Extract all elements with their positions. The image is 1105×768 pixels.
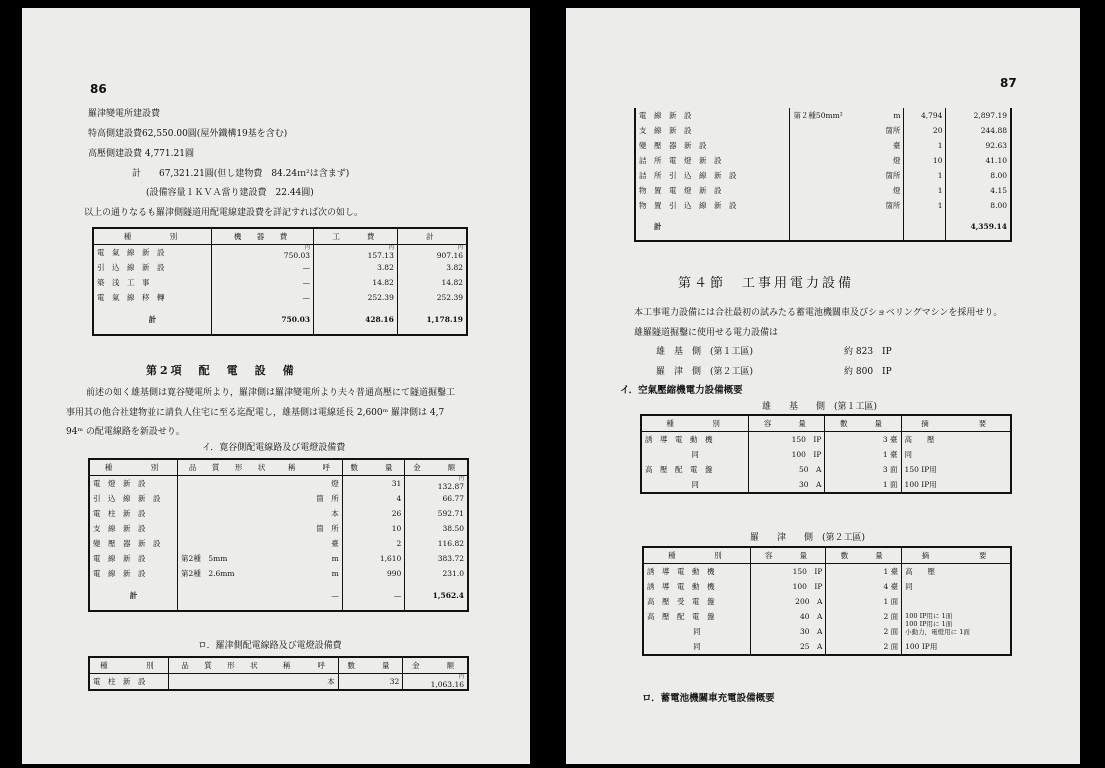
table-cell: 252.39 — [397, 290, 467, 305]
table-cell: 電 柱 新 設 — [93, 509, 146, 518]
table-cell: 支 線 新 設 — [639, 126, 692, 135]
note-line: 100 IP用に 1面 — [905, 620, 953, 628]
table-cell: 電 線 新 設 — [93, 554, 146, 563]
table-cell: 第2種 2.6mm — [178, 566, 281, 581]
table-cell: 誘 導 電 動 機 — [647, 582, 715, 591]
capacity-value: 約 823 IP — [844, 347, 892, 357]
table-row — [93, 290, 467, 305]
table-cell: 1 — [904, 183, 946, 198]
table-cell: — — [342, 581, 405, 611]
table-cell: m — [893, 111, 901, 120]
total-label: 計 — [129, 591, 138, 600]
left-page — [22, 8, 530, 764]
table-cell: 20 — [904, 123, 946, 138]
text-line: 本工事電力設備には合社最初の試みたる蓄電池機關車及びショベリングマシンを採用せり。 — [634, 308, 1003, 318]
table-cell: 14.82 — [314, 275, 398, 290]
table-cell: 38.50 — [405, 521, 468, 536]
table-cell: 高 壓 配 電 盤 — [647, 612, 715, 621]
table-cell — [178, 506, 281, 521]
table-row — [641, 477, 1011, 493]
table-cell: 物 置 引 込 線 新 設 — [639, 201, 737, 210]
table-cell: 箇 所 — [316, 524, 339, 533]
table-row — [89, 521, 468, 536]
table-cell: 92.63 — [946, 138, 1011, 153]
table-cell: 同 — [693, 627, 701, 636]
subsection-heading: イ．寛谷側配電線路及び電燈設備費 — [202, 443, 346, 453]
table-row — [93, 275, 467, 290]
table-cell: 2 面 — [826, 639, 902, 655]
table-row — [641, 432, 1011, 448]
table-cell: 高 壓 配 電 盤 — [645, 465, 713, 474]
table-row — [635, 198, 1011, 213]
table-row — [89, 536, 468, 551]
table-cell: 100 IP用 — [901, 477, 1011, 493]
column-header: 種 別 — [643, 547, 750, 564]
section-heading: 第４節 工事用電力設備 — [678, 276, 855, 291]
table-cell: 燈 — [892, 186, 901, 195]
table-cell — [902, 594, 1011, 609]
table-cell: 電 氣 線 新 設 — [97, 248, 165, 257]
table-cell — [178, 581, 281, 611]
column-header: 計 — [397, 228, 467, 245]
column-header: 種 別 — [89, 657, 168, 674]
table-cell: 10 — [904, 153, 946, 168]
table-cell: 200 A — [750, 594, 826, 609]
table-cell: 同 — [902, 579, 1011, 594]
total-label: 計 — [654, 222, 662, 231]
table-row — [635, 213, 1011, 241]
table-cell: 25 A — [750, 639, 826, 655]
table-cell: — — [331, 591, 339, 600]
table-cell: m — [331, 569, 339, 578]
table-cell — [178, 521, 281, 536]
table-cell: 箇所 — [885, 126, 901, 135]
paragraph-line: 前述の如く雄基側は寛谷變電所より，羅津側は羅津變電所より夫々普通高壓にて隧道掘鑿工 — [86, 388, 456, 398]
table-cell: 116.82 — [405, 536, 468, 551]
table-cell: 詰 所 電 燈 新 設 — [639, 156, 722, 165]
paragraph-line: 94ᵐ の配電線路を新設せり。 — [66, 427, 185, 437]
text-line: 羅津變電所建設費 — [88, 109, 161, 119]
table-row — [89, 491, 468, 506]
table-cell: 2 面 — [826, 609, 902, 624]
table-cell: 907.16 — [436, 250, 463, 260]
table-cell: 本 — [331, 509, 339, 518]
table-cell — [178, 491, 281, 506]
note-line: 100 IP用に 1面 — [905, 612, 953, 620]
column-header: 品 質 形 状 — [178, 459, 281, 476]
column-header: 摘 要 — [901, 415, 1011, 432]
table-cell: 26 — [342, 506, 405, 521]
table-cell: 箇 所 — [316, 494, 339, 503]
table-cell: 50 A — [749, 462, 825, 477]
column-header: 種 別 — [641, 415, 749, 432]
table-cell: 428.16 — [314, 305, 398, 335]
page-number: 87 — [1000, 76, 1017, 90]
table-cell: 變 壓 器 新 設 — [639, 141, 707, 150]
column-header: 數 量 — [825, 415, 901, 432]
table-row — [89, 551, 468, 566]
table-cell: 3.82 — [397, 260, 467, 275]
table-cell: 本 — [327, 677, 335, 686]
column-header: 容 量 — [749, 415, 825, 432]
table-cell: 750.03 — [212, 305, 314, 335]
cost-table — [92, 227, 468, 336]
table-cell: 4,359.14 — [946, 213, 1011, 241]
table-cell: 同 — [693, 642, 701, 651]
table-cell: 231.0 — [405, 566, 468, 581]
table-row — [643, 639, 1011, 655]
table-cell: 電 線 新 設 — [639, 111, 692, 120]
table-cell: 4 臺 — [826, 579, 902, 594]
table-row — [93, 260, 467, 275]
notes-cell — [902, 609, 1011, 639]
subsection-heading: ロ．羅津側配電線路及び電燈設備費 — [198, 641, 342, 651]
table-cell: 引 込 線 新 設 — [97, 263, 165, 272]
table-cell: 1 面 — [825, 477, 901, 493]
motor-table-1 — [640, 414, 1012, 494]
table-cell: 燈 — [331, 479, 339, 488]
table-cell: — — [212, 290, 314, 305]
table-cell: 同 — [691, 450, 699, 459]
table-cell: 8.00 — [946, 198, 1011, 213]
column-header: 數 量 — [826, 547, 902, 564]
table-cell: 3 臺 — [825, 432, 901, 448]
table-row — [89, 506, 468, 521]
table-cell: 電 柱 新 設 — [93, 677, 146, 686]
table-cell: 箇所 — [885, 171, 901, 180]
text-line: 特高側建設費62,550.00圓(屋外鐵構19基を含む) — [88, 129, 288, 139]
total-label: 計 — [148, 315, 157, 324]
table-row — [93, 305, 467, 335]
unit-label: 円 — [458, 673, 464, 680]
table-cell: 100 IP用 — [902, 639, 1011, 655]
table-cell: 電 氣 線 移 轉 — [97, 293, 165, 302]
table-cell: 高 壓 受 電 盤 — [647, 597, 715, 606]
table-cell: 箇所 — [885, 201, 901, 210]
unit-label: 円 — [458, 475, 464, 482]
table-row — [635, 108, 1011, 123]
table-row — [643, 579, 1011, 594]
table-row — [643, 594, 1011, 609]
table-cell — [790, 213, 872, 241]
table-cell: 築 浅 工 事 — [97, 278, 150, 287]
table-cell — [790, 138, 872, 153]
table-row — [635, 168, 1011, 183]
text-line: (設備容量１ＫＶＡ當り建設費 22.44圓) — [146, 188, 314, 198]
table-cell: 41.10 — [946, 153, 1011, 168]
column-header: 工 費 — [314, 228, 398, 245]
column-header: 摘 要 — [902, 547, 1011, 564]
table-row — [635, 183, 1011, 198]
table-cell: 31 — [342, 476, 405, 492]
table-cell: 252.39 — [314, 290, 398, 305]
table-cell: 100 IP — [749, 447, 825, 462]
table-cell: 2,897.19 — [946, 108, 1011, 123]
paragraph-line: 事用其の他合社建物並に請負人住宅に至る迄配電し，雄基側は電線延長 2,600ᵐ 羅津側は 4,7 — [66, 408, 445, 418]
capacity-label: 雄 基 側 (第１工區) — [656, 347, 754, 357]
table-cell: 32 — [338, 674, 403, 691]
table-row — [93, 245, 467, 261]
table-cell — [790, 168, 872, 183]
table-cell: 高 壓 — [901, 432, 1011, 448]
table-cell: 150 IP用 — [901, 462, 1011, 477]
table-cell: 30 A — [749, 477, 825, 493]
equipment-table-2 — [88, 656, 469, 691]
table-cell: 1 臺 — [826, 564, 902, 580]
table-cell: 詰 所 引 込 線 新 設 — [639, 171, 737, 180]
subsection-heading: イ．空氣壓縮機電力設備概要 — [620, 385, 743, 396]
table-cell — [872, 213, 904, 241]
table-cell: 3.82 — [314, 260, 398, 275]
motor-table-2 — [642, 546, 1012, 656]
table-cell: 40 A — [750, 609, 826, 624]
table-cell: 誘 導 電 動 機 — [647, 567, 715, 576]
table-row — [643, 609, 1011, 624]
column-header: 機 器 費 — [212, 228, 314, 245]
table-cell: 同 — [691, 480, 699, 489]
table-cell — [178, 536, 281, 551]
table-cell — [790, 198, 872, 213]
table-cell: 750.03 — [283, 250, 311, 260]
table-cell — [178, 476, 281, 492]
table-row — [89, 566, 468, 581]
table-cell: 燈 — [892, 156, 901, 165]
table-cell: 157.13 — [367, 250, 394, 260]
table-cell: 1 — [904, 168, 946, 183]
subsection-heading: ロ．蓄電池機關車充電設備概要 — [642, 693, 775, 704]
table-cell: 第２種50mm² — [790, 108, 872, 123]
table-cell: 高 壓 — [902, 564, 1011, 580]
table-row — [635, 153, 1011, 168]
table-cell: 1 臺 — [825, 447, 901, 462]
table-row — [641, 447, 1011, 462]
table-cell — [168, 674, 274, 691]
table-cell: 990 — [342, 566, 405, 581]
text-line: 以上の通りなるも羅津側隧道用配電線建設費を詳記すれば次の如し。 — [84, 208, 364, 218]
capacity-value: 約 800 IP — [844, 367, 892, 377]
table-cell: 同 — [901, 447, 1011, 462]
table-cell: 1 面 — [826, 594, 902, 609]
table-row — [89, 581, 468, 611]
capacity-label: 羅 津 側 (第２工區) — [656, 367, 754, 377]
text-line: 雄羅隧道掘鑿に使用せる電力設備は — [634, 328, 779, 338]
table-cell: 1,178.19 — [397, 305, 467, 335]
continued-table — [634, 108, 1012, 242]
unit-label: 円 — [457, 244, 463, 251]
column-header: 數 量 — [342, 459, 405, 476]
table-cell: 電 燈 新 設 — [93, 479, 146, 488]
table-cell: 變 壓 器 新 設 — [93, 539, 161, 548]
column-header: 金 額 — [403, 657, 468, 674]
table-row — [89, 476, 468, 492]
table-cell: 244.88 — [946, 123, 1011, 138]
table-cell: 30 A — [750, 624, 826, 639]
table-cell: 10 — [342, 521, 405, 536]
equipment-table — [88, 458, 469, 612]
table-cell: 14.82 — [397, 275, 467, 290]
column-header: 稱 呼 — [274, 657, 338, 674]
column-header: 稱 呼 — [280, 459, 342, 476]
section-heading: 第2項 配 電 設 備 — [146, 364, 297, 377]
table-cell: 1,610 — [342, 551, 405, 566]
table-row — [89, 674, 468, 691]
table-cell: 1 — [904, 138, 946, 153]
table-cell: 誘 導 電 動 機 — [645, 435, 713, 444]
table-cell: 100 IP — [750, 579, 826, 594]
table-cell: 1 — [904, 198, 946, 213]
table-row — [635, 123, 1011, 138]
table-cell: 1,063.16 — [430, 679, 464, 689]
table-cell: 592.71 — [405, 506, 468, 521]
table-cell — [790, 153, 872, 168]
unit-label: 円 — [305, 244, 311, 251]
table-cell: 引 込 線 新 設 — [93, 494, 161, 503]
text-line: 高壓側建設費 4,771.21圓 — [88, 149, 194, 159]
table-row — [641, 462, 1011, 477]
table-cell: 電 線 新 設 — [93, 569, 146, 578]
table-cell: 臺 — [892, 141, 901, 150]
table-cell: 第2種 5mm — [178, 551, 281, 566]
table-cell: 4.15 — [946, 183, 1011, 198]
table-cell: 2 — [342, 536, 405, 551]
table-cell — [790, 183, 872, 198]
table-cell: 物 置 電 燈 新 設 — [639, 186, 722, 195]
right-page — [566, 8, 1080, 764]
column-header: 容 量 — [750, 547, 826, 564]
table-cell: 3 面 — [825, 462, 901, 477]
table-cell: 4 — [342, 491, 405, 506]
table-cell: — — [212, 275, 314, 290]
table-cell: 8.00 — [946, 168, 1011, 183]
table-cell: 383.72 — [405, 551, 468, 566]
unit-label: 円 — [388, 244, 394, 251]
column-header: 數 量 — [338, 657, 403, 674]
text-line: 計 67,321.21圓(但し建物費 84.24ｍ²は含まず) — [132, 169, 350, 179]
column-header: 金 額 — [405, 459, 468, 476]
table-cell: — — [212, 260, 314, 275]
table-cell — [904, 213, 946, 241]
column-header: 種 別 — [89, 459, 178, 476]
table-title: 羅 津 側 (第２工區) — [750, 533, 866, 543]
table-cell: 2 面 — [826, 624, 902, 639]
table-cell: 1,562.4 — [405, 581, 468, 611]
table-cell: 150 IP — [750, 564, 826, 580]
column-header: 種 別 — [93, 228, 212, 245]
table-cell: 支 線 新 設 — [93, 524, 146, 533]
table-cell: m — [331, 554, 339, 563]
table-row — [635, 138, 1011, 153]
note-line: 小動力，電燈用に 1面 — [905, 628, 970, 636]
table-cell: 4,794 — [904, 108, 946, 123]
table-cell: 132.87 — [437, 481, 464, 491]
table-row — [643, 564, 1011, 580]
table-cell: 66.77 — [405, 491, 468, 506]
page-number: 86 — [90, 82, 107, 96]
column-header: 品 質 形 状 — [168, 657, 274, 674]
table-title: 雄 基 側 (第１工區) — [762, 402, 878, 412]
table-cell: 150 IP — [749, 432, 825, 448]
table-cell — [790, 123, 872, 138]
table-cell: 臺 — [331, 539, 339, 548]
